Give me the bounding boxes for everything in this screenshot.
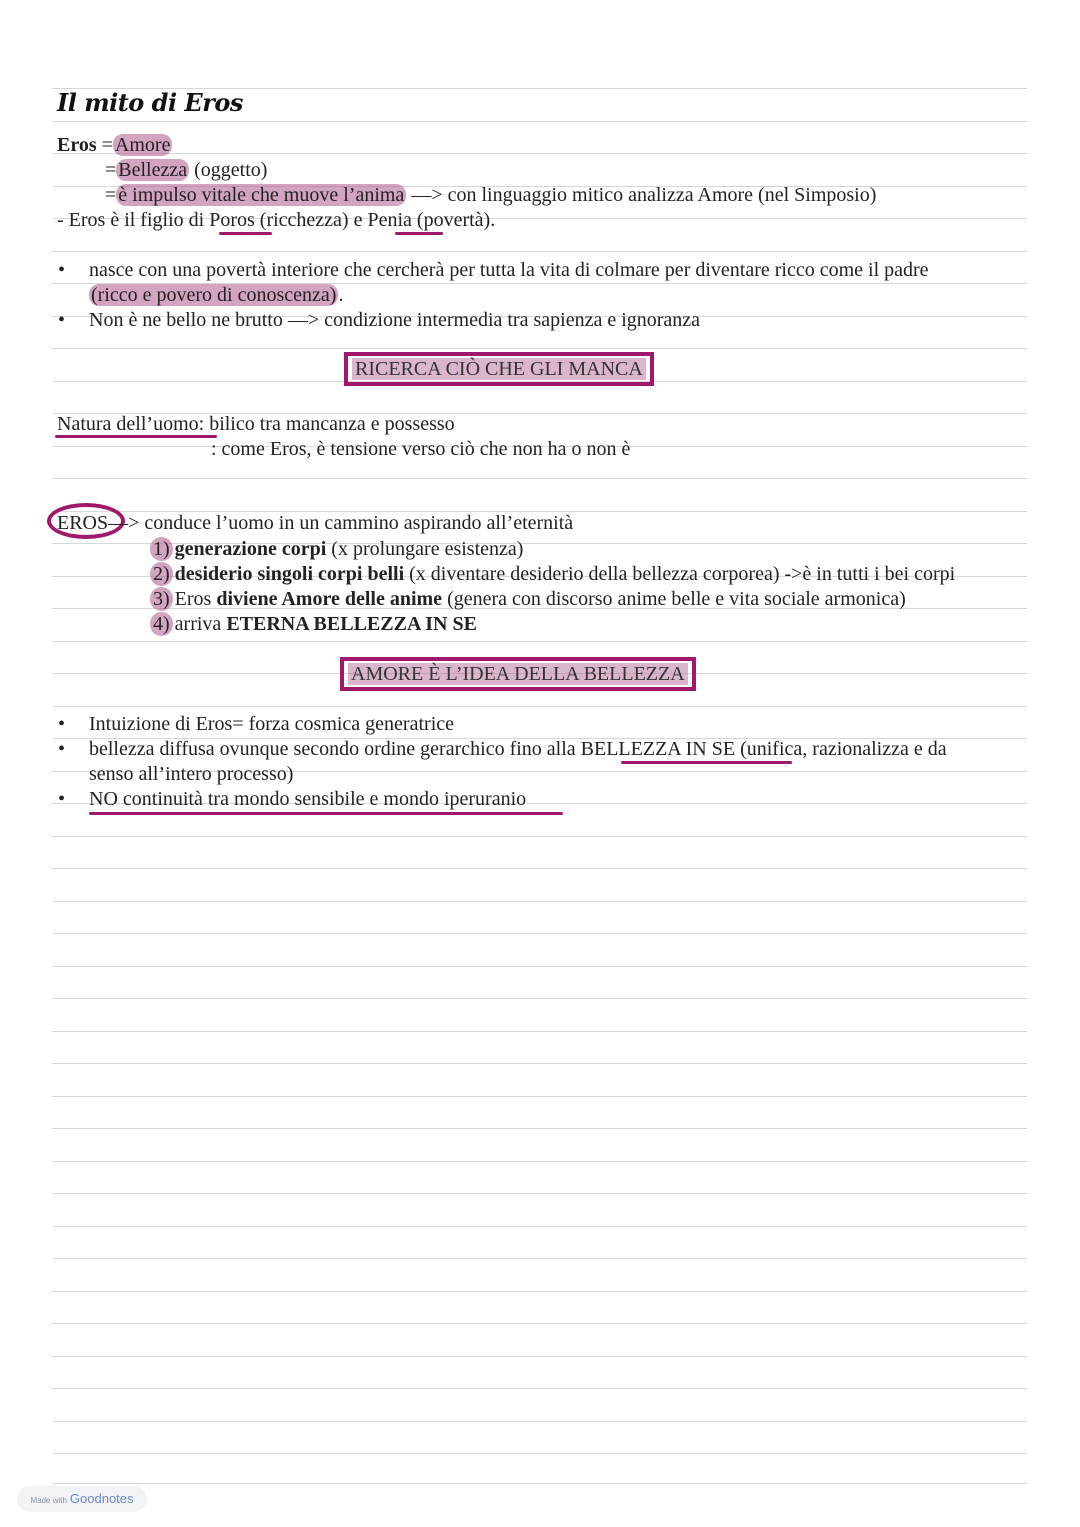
bullet-bellezza-cont: senso all’intero processo)	[89, 763, 294, 785]
bullet-dot: •	[58, 738, 66, 760]
bullet-intuizione: Intuizione di Eros= forza cosmica generatrice	[89, 713, 454, 735]
definition-line-amore: Eros = Amore	[57, 134, 171, 156]
no-continuita-underline	[89, 812, 563, 815]
bullet-intermedia: Non è ne bello ne brutto —> condizione intermedia tra sapienza e ignoranza	[89, 309, 701, 331]
eros-step: 4) arriva ETERNA BELLEZZA IN SE	[150, 612, 477, 636]
bellezza-highlight: Bellezza	[118, 159, 188, 181]
natura-underline	[55, 435, 217, 438]
eros-step: 3) Eros diviene Amore delle anime (genera con discorso anime belle e vita sociale armonica)	[150, 587, 906, 611]
bullet-poverta: nasce con una povertà interiore che cercherà per tutta la vita di colmare per diventare ricco come il padre	[89, 259, 929, 281]
eros-path-label: EROS	[57, 512, 109, 534]
key-concept-box: AMORE È L’IDEA DELLA BELLEZZA	[340, 657, 696, 691]
eros-label: Eros	[57, 134, 97, 156]
bellezza-in-se-underline	[621, 761, 792, 764]
natura-line: Natura dell’uomo: bilico tra mancanza e possesso	[57, 413, 455, 435]
key-concept-box: RICERCA CIÒ CHE GLI MANCA	[344, 352, 654, 386]
amore-highlight: Amore	[114, 134, 171, 156]
bullet-dot: •	[58, 309, 66, 331]
bellezza-in-se-word: BELLEZZA IN SE	[580, 738, 736, 760]
bullet-bellezza-diffusa: bellezza diffusa ovunque secondo ordine gerarchico fino alla BELLEZZA IN SE (unifica, razionalizza e da	[89, 738, 947, 760]
poros-underline	[219, 232, 272, 235]
bullet-dot: •	[58, 259, 66, 281]
page-title: Il mito di Eros	[57, 88, 243, 117]
penia-underline	[395, 232, 443, 235]
goodnotes-badge[interactable]: Made with Goodnotes	[17, 1486, 147, 1512]
poros-word: Poros	[209, 209, 255, 231]
bullet-dot: •	[58, 713, 66, 735]
bullet-no-continuita: NO continuità tra mondo sensibile e mondo iperuranio	[89, 788, 527, 810]
definition-line-bellezza: = Bellezza (oggetto)	[105, 159, 268, 181]
penia-word: Penia	[367, 209, 412, 231]
impulso-highlight: è impulso vitale che muove l’anima	[118, 184, 405, 206]
goodnotes-logo: Goodnotes	[69, 1491, 134, 1506]
bullet-dot: •	[58, 788, 66, 810]
conoscenza-highlight: (ricco e povero di conoscenza)	[91, 284, 337, 306]
natura-line-2: : come Eros, è tensione verso ciò che non ha o non è	[211, 438, 631, 460]
figlio-line: - Eros è il figlio di Poros (ricchezza) e Penia (povertà).	[57, 209, 496, 231]
definition-line-impulso: = è impulso vitale che muove l’anima —> con linguaggio mitico analizza Amore (nel Simposio)	[105, 184, 877, 206]
eros-step: 2) desiderio singoli corpi belli (x diventare desiderio della bellezza corporea) ->è in tutti i bei corpi	[150, 562, 955, 586]
natura-label: Natura dell’uomo:	[57, 413, 205, 435]
bullet-poverta-cont: (ricco e povero di conoscenza) .	[91, 284, 344, 306]
eros-step: 1) generazione corpi (x prolungare esistenza)	[150, 537, 523, 561]
eros-path-intro: EROS—> conduce l’uomo in un cammino aspirando all’eternità	[57, 512, 574, 534]
